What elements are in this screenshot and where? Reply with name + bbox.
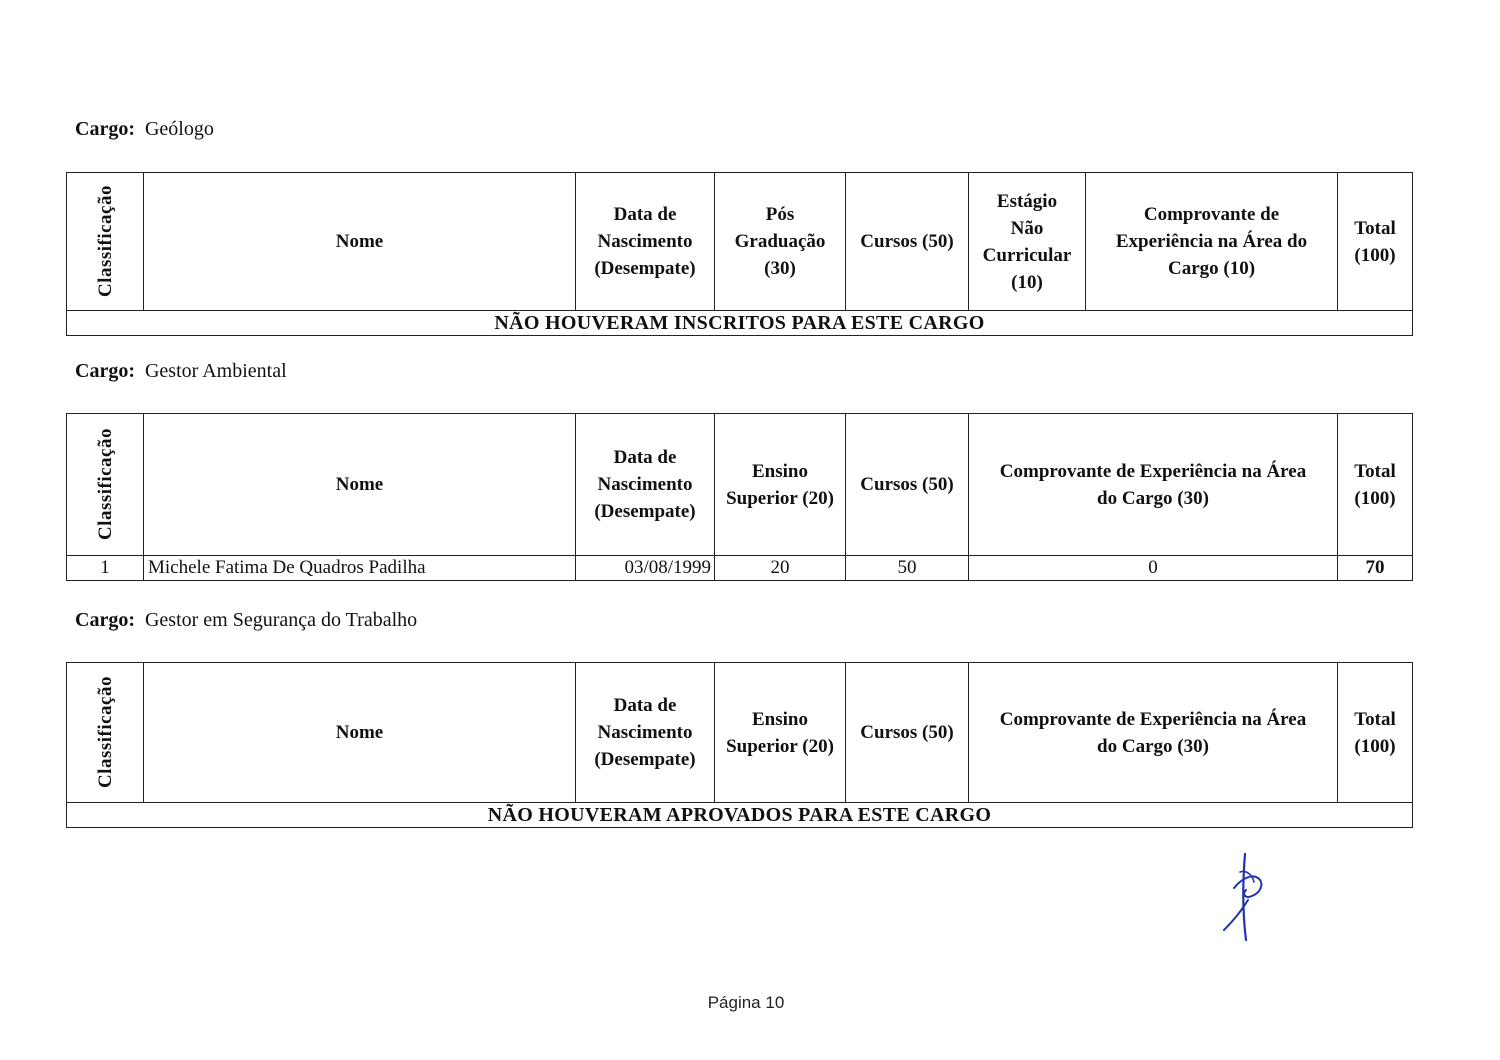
header-pos-graduacao: Pós Graduação (30)	[715, 173, 846, 311]
header-row	[67, 663, 1413, 803]
cargo-value: Geólogo	[144, 118, 214, 140]
header-total: Total (100)	[1338, 414, 1413, 556]
header-estagio: Estágio Não Curricular (10)	[969, 173, 1086, 311]
cell-nome: Michele Fatima De Quadros Padilha	[144, 556, 576, 581]
cell-data-nascimento: 03/08/1999	[576, 556, 715, 581]
cell-classificacao: 1	[67, 556, 144, 581]
cell-total: 70	[1338, 556, 1413, 581]
header-nome: Nome	[144, 663, 576, 803]
cargo-value: Gestor Ambiental	[144, 360, 287, 382]
cargo-label: Cargo:	[75, 360, 135, 382]
cargo-line-gestor-ambiental	[75, 360, 287, 383]
header-total: Total (100)	[1338, 663, 1413, 803]
header-total: Total (100)	[1338, 173, 1413, 311]
header-nome: Nome	[144, 414, 576, 556]
cargo-label: Cargo:	[75, 118, 135, 140]
header-cursos: Cursos (50)	[846, 414, 969, 556]
cargo-line-gestor-seguranca	[75, 609, 417, 632]
no-inscritos-message: NÃO HOUVERAM INSCRITOS PARA ESTE CARGO	[67, 311, 1413, 336]
cargo-value: Gestor em Segurança do Trabalho	[144, 609, 418, 631]
message-row	[67, 803, 1413, 828]
header-row	[67, 414, 1413, 556]
header-data-nascimento: Data de Nascimento (Desempate)	[576, 663, 715, 803]
header-comprovante-experiencia: Comprovante de Experiência na Área do Cargo (30)	[969, 414, 1338, 556]
header-ensino-superior: Ensino Superior (20)	[715, 414, 846, 556]
table-gestor-seguranca	[66, 662, 1413, 828]
header-cursos: Cursos (50)	[846, 173, 969, 311]
cell-experiencia: 0	[969, 556, 1338, 581]
header-data-nascimento: Data de Nascimento (Desempate)	[576, 414, 715, 556]
header-data-nascimento: Data de Nascimento (Desempate)	[576, 173, 715, 311]
header-comprovante-experiencia: Comprovante de Experiência na Área do Cargo (30)	[969, 663, 1338, 803]
signature-initials	[1212, 848, 1282, 948]
message-row	[67, 311, 1413, 336]
cargo-label: Cargo:	[75, 609, 135, 631]
header-cursos: Cursos (50)	[846, 663, 969, 803]
header-row	[67, 173, 1413, 311]
table-geologo	[66, 172, 1413, 336]
header-classificacao: Classificação	[67, 414, 144, 556]
page-number: Página 10	[707, 993, 785, 1012]
cell-cursos: 50	[846, 556, 969, 581]
header-classificacao: Classificação	[67, 663, 144, 803]
header-ensino-superior: Ensino Superior (20)	[715, 663, 846, 803]
table-row	[67, 556, 1413, 581]
no-aprovados-message: NÃO HOUVERAM APROVADOS PARA ESTE CARGO	[67, 803, 1413, 828]
cargo-line-geologo	[75, 118, 214, 141]
header-classificacao: Classificação	[67, 173, 144, 311]
table-gestor-ambiental	[66, 413, 1413, 581]
header-nome: Nome	[144, 173, 576, 311]
header-comprovante-experiencia: Comprovante de Experiência na Área do Cargo (10)	[1086, 173, 1338, 311]
cell-ensino-superior: 20	[715, 556, 846, 581]
